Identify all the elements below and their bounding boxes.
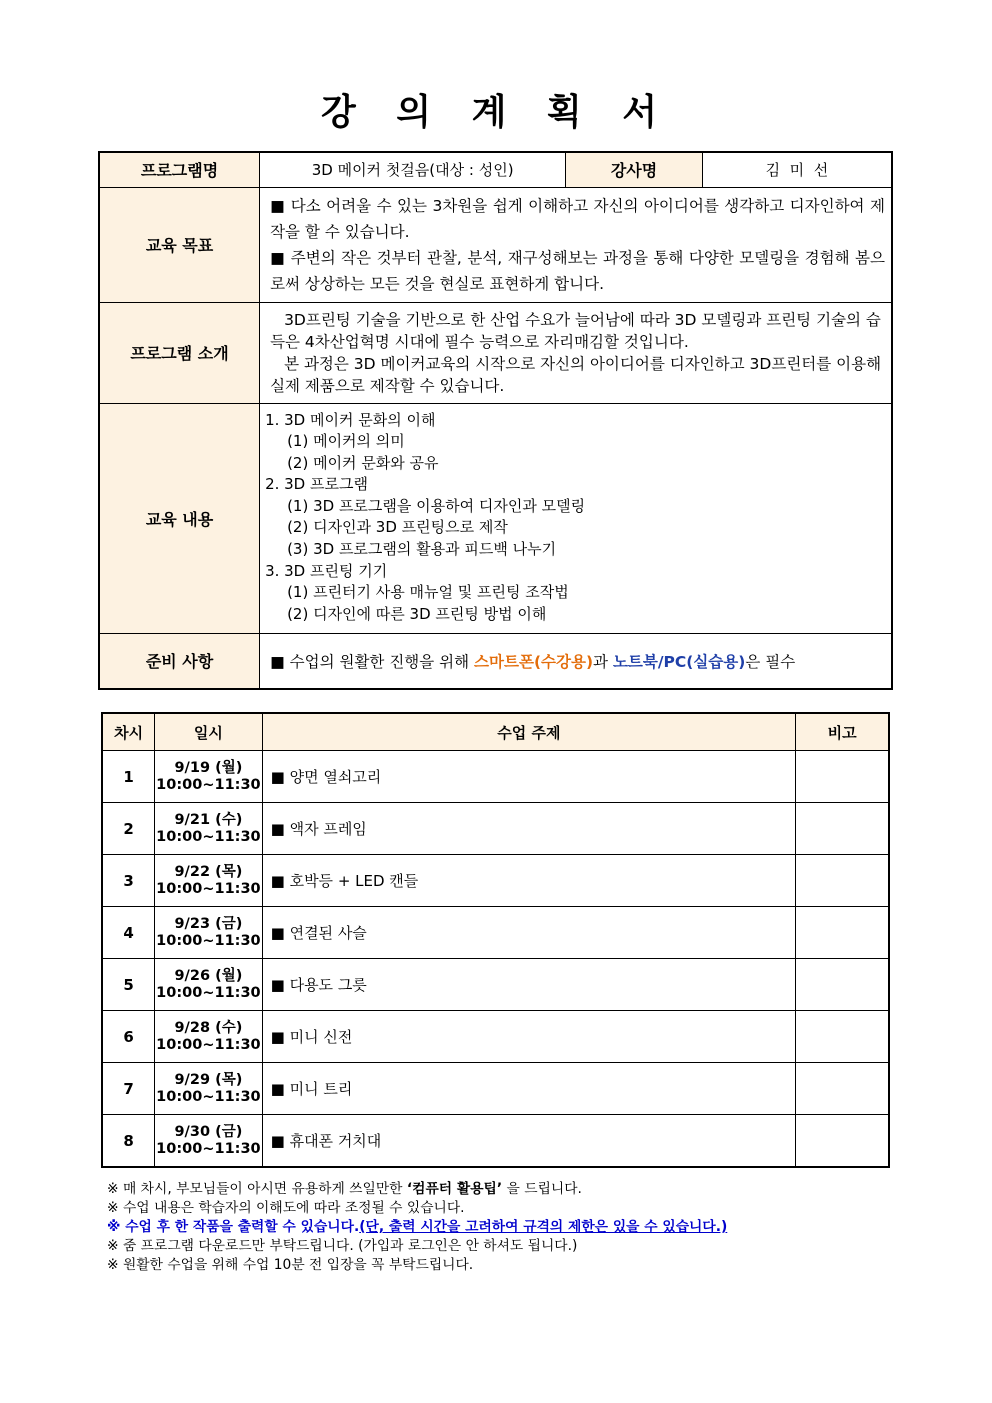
session-number: 7 <box>102 1063 155 1115</box>
session-note <box>796 1063 889 1115</box>
session-number: 1 <box>102 751 155 803</box>
content-row <box>99 403 892 633</box>
document-title: 강 의 계 획 서 <box>320 92 671 133</box>
intro-label: 프로그램 소개 <box>99 302 260 403</box>
prep-mid: 과 <box>593 652 613 671</box>
header-session: 차시 <box>102 713 155 751</box>
note-line <box>107 1180 907 1199</box>
session-topic: ■ 액자 프레임 <box>262 803 796 855</box>
session-date: 9/30 (금) <box>174 1123 243 1140</box>
session-number: 3 <box>102 855 155 907</box>
session-note <box>796 803 889 855</box>
session-date: 9/21 (수) <box>174 811 243 828</box>
content-item: (1) 메이커의 의미 <box>287 432 405 451</box>
content-item: (1) 3D 프로그램을 이용하여 디자인과 모델링 <box>287 496 586 515</box>
content-item: (1) 프린터기 사용 매뉴얼 및 프린팅 조작법 <box>287 583 569 602</box>
session-date: 9/19 (월) <box>174 759 243 776</box>
content-section-title: 3. 3D 프린팅 기기 <box>265 561 388 580</box>
session-note <box>796 855 889 907</box>
prep-suffix: 은 필수 <box>745 652 796 671</box>
prep-laptop: 노트북/PC(실습용) <box>612 652 746 671</box>
schedule-table <box>101 712 890 1168</box>
goal-item: ■ 주변의 작은 것부터 관찰, 분석, 재구성해보는 과정을 통해 다양한 모델링을 경험해 봄으로써 상상하는 모든 것을 현실로 표현하게 합니다. <box>270 248 885 293</box>
schedule-header-row <box>102 713 889 751</box>
session-time: 10:00~11:30 <box>156 984 261 1001</box>
session-topic: ■ 미니 신전 <box>262 1011 796 1063</box>
session-time: 10:00~11:30 <box>156 1088 261 1105</box>
schedule-row <box>102 803 889 855</box>
session-time: 10:00~11:30 <box>156 828 261 845</box>
session-datetime <box>155 751 262 803</box>
schedule-row <box>102 751 889 803</box>
instructor-label: 강사명 <box>566 152 703 187</box>
session-datetime <box>155 1011 262 1063</box>
note-text: 을 드립니다. <box>502 1181 582 1197</box>
content-section-title: 2. 3D 프로그램 <box>265 475 368 494</box>
notes-section <box>107 1180 907 1275</box>
intro-paragraph: 3D프린팅 기술을 기반으로 한 산업 수요가 늘어남에 따라 3D 모델링과 프린팅 기술의 습득은 4차산업혁명 시대에 필수 능력으로 자리매김할 것입니다. <box>270 310 881 351</box>
content-item: (3) 3D 프로그램의 활용과 피드백 나누기 <box>287 540 557 559</box>
header-topic: 수업 주제 <box>262 713 796 751</box>
program-name-label: 프로그램명 <box>99 152 260 187</box>
header-date: 일시 <box>155 713 262 751</box>
session-topic: ■ 다용도 그릇 <box>262 959 796 1011</box>
session-datetime <box>155 1115 262 1168</box>
session-datetime <box>155 959 262 1011</box>
session-time: 10:00~11:30 <box>156 776 261 793</box>
goal-label: 교육 목표 <box>99 187 260 302</box>
prep-prefix: ■ 수업의 원활한 진행을 위해 <box>270 652 475 671</box>
session-number: 2 <box>102 803 155 855</box>
session-number: 5 <box>102 959 155 1011</box>
instructor-name: 김 미 선 <box>702 152 892 187</box>
content-section-title: 1. 3D 메이커 문화의 이해 <box>265 410 436 429</box>
prep-label: 준비 사항 <box>99 633 260 689</box>
prep-text <box>260 633 892 689</box>
session-date: 9/23 (금) <box>174 915 243 932</box>
session-number: 4 <box>102 907 155 959</box>
session-topic: ■ 양면 열쇠고리 <box>262 751 796 803</box>
session-number: 8 <box>102 1115 155 1168</box>
goal-row <box>99 187 892 302</box>
note-text-underlined: (단, 출력 시간을 고려하여 규격의 제한은 있을 수 있습니다.) <box>359 1219 728 1235</box>
session-date: 9/22 (목) <box>174 863 243 880</box>
session-note <box>796 907 889 959</box>
schedule-row <box>102 1063 889 1115</box>
note-text: ※ 수업 후 한 작품을 출력할 수 있습니다. <box>107 1219 360 1235</box>
session-time: 10:00~11:30 <box>156 1140 261 1157</box>
session-topic: ■ 연결된 사슬 <box>262 907 796 959</box>
program-row <box>99 152 892 187</box>
program-info-table <box>98 151 893 690</box>
schedule-row <box>102 907 889 959</box>
note-line: ※ 줌 프로그램 다운로드만 부탁드립니다. (가입과 로그인은 안 하셔도 됩니다.) <box>107 1238 578 1254</box>
prep-smartphone: 스마트폰(수강용) <box>474 652 594 671</box>
intro-paragraph: 본 과정은 3D 메이커교육의 시작으로 자신의 아이디어를 디자인하고 3D프린터를 이용해 실제 제품으로 제작할 수 있습니다. <box>270 354 882 395</box>
header-note: 비고 <box>796 713 889 751</box>
session-date: 9/29 (목) <box>174 1071 243 1088</box>
session-datetime <box>155 907 262 959</box>
session-topic: ■ 호박등 + LED 캔들 <box>262 855 796 907</box>
content-item: (2) 디자인과 3D 프린팅으로 제작 <box>287 518 508 537</box>
schedule-row <box>102 959 889 1011</box>
session-note <box>796 1115 889 1168</box>
session-topic: ■ 휴대폰 거치대 <box>262 1115 796 1168</box>
session-time: 10:00~11:30 <box>156 1036 261 1053</box>
note-line: ※ 수업 내용은 학습자의 이해도에 따라 조정될 수 있습니다. <box>107 1200 465 1216</box>
session-time: 10:00~11:30 <box>156 932 261 949</box>
note-tip: ‘컴퓨터 활용팁’ <box>406 1181 503 1197</box>
session-datetime <box>155 855 262 907</box>
content-item: (2) 디자인에 따른 3D 프린팅 방법 이해 <box>287 604 547 623</box>
schedule-row <box>102 855 889 907</box>
session-note <box>796 959 889 1011</box>
content-list <box>260 403 892 633</box>
goal-item: ■ 다소 어려울 수 있는 3차원을 쉽게 이해하고 자신의 아이디어를 생각하고 디자인하여 제작을 할 수 있습니다. <box>270 196 885 241</box>
note-line-highlight <box>107 1218 907 1237</box>
session-number: 6 <box>102 1011 155 1063</box>
session-note <box>796 751 889 803</box>
session-time: 10:00~11:30 <box>156 880 261 897</box>
session-datetime <box>155 803 262 855</box>
note-line: ※ 원활한 수업을 위해 수업 10분 전 입장을 꼭 부탁드립니다. <box>107 1257 474 1273</box>
session-datetime <box>155 1063 262 1115</box>
goal-text <box>260 187 892 302</box>
session-topic: ■ 미니 트리 <box>262 1063 796 1115</box>
session-date: 9/26 (월) <box>174 967 243 984</box>
session-date: 9/28 (수) <box>174 1019 243 1036</box>
schedule-row <box>102 1011 889 1063</box>
intro-row <box>99 302 892 403</box>
program-name-value: 3D 메이커 첫걸음(대상 : 성인) <box>260 152 566 187</box>
content-label: 교육 내용 <box>99 403 260 633</box>
note-text: ※ 매 차시, 부모님들이 아시면 유용하게 쓰일만한 <box>107 1181 407 1197</box>
content-item: (2) 메이커 문화와 공유 <box>287 453 439 472</box>
prep-row <box>99 633 892 689</box>
intro-text <box>260 302 892 403</box>
session-note <box>796 1011 889 1063</box>
schedule-row <box>102 1115 889 1168</box>
